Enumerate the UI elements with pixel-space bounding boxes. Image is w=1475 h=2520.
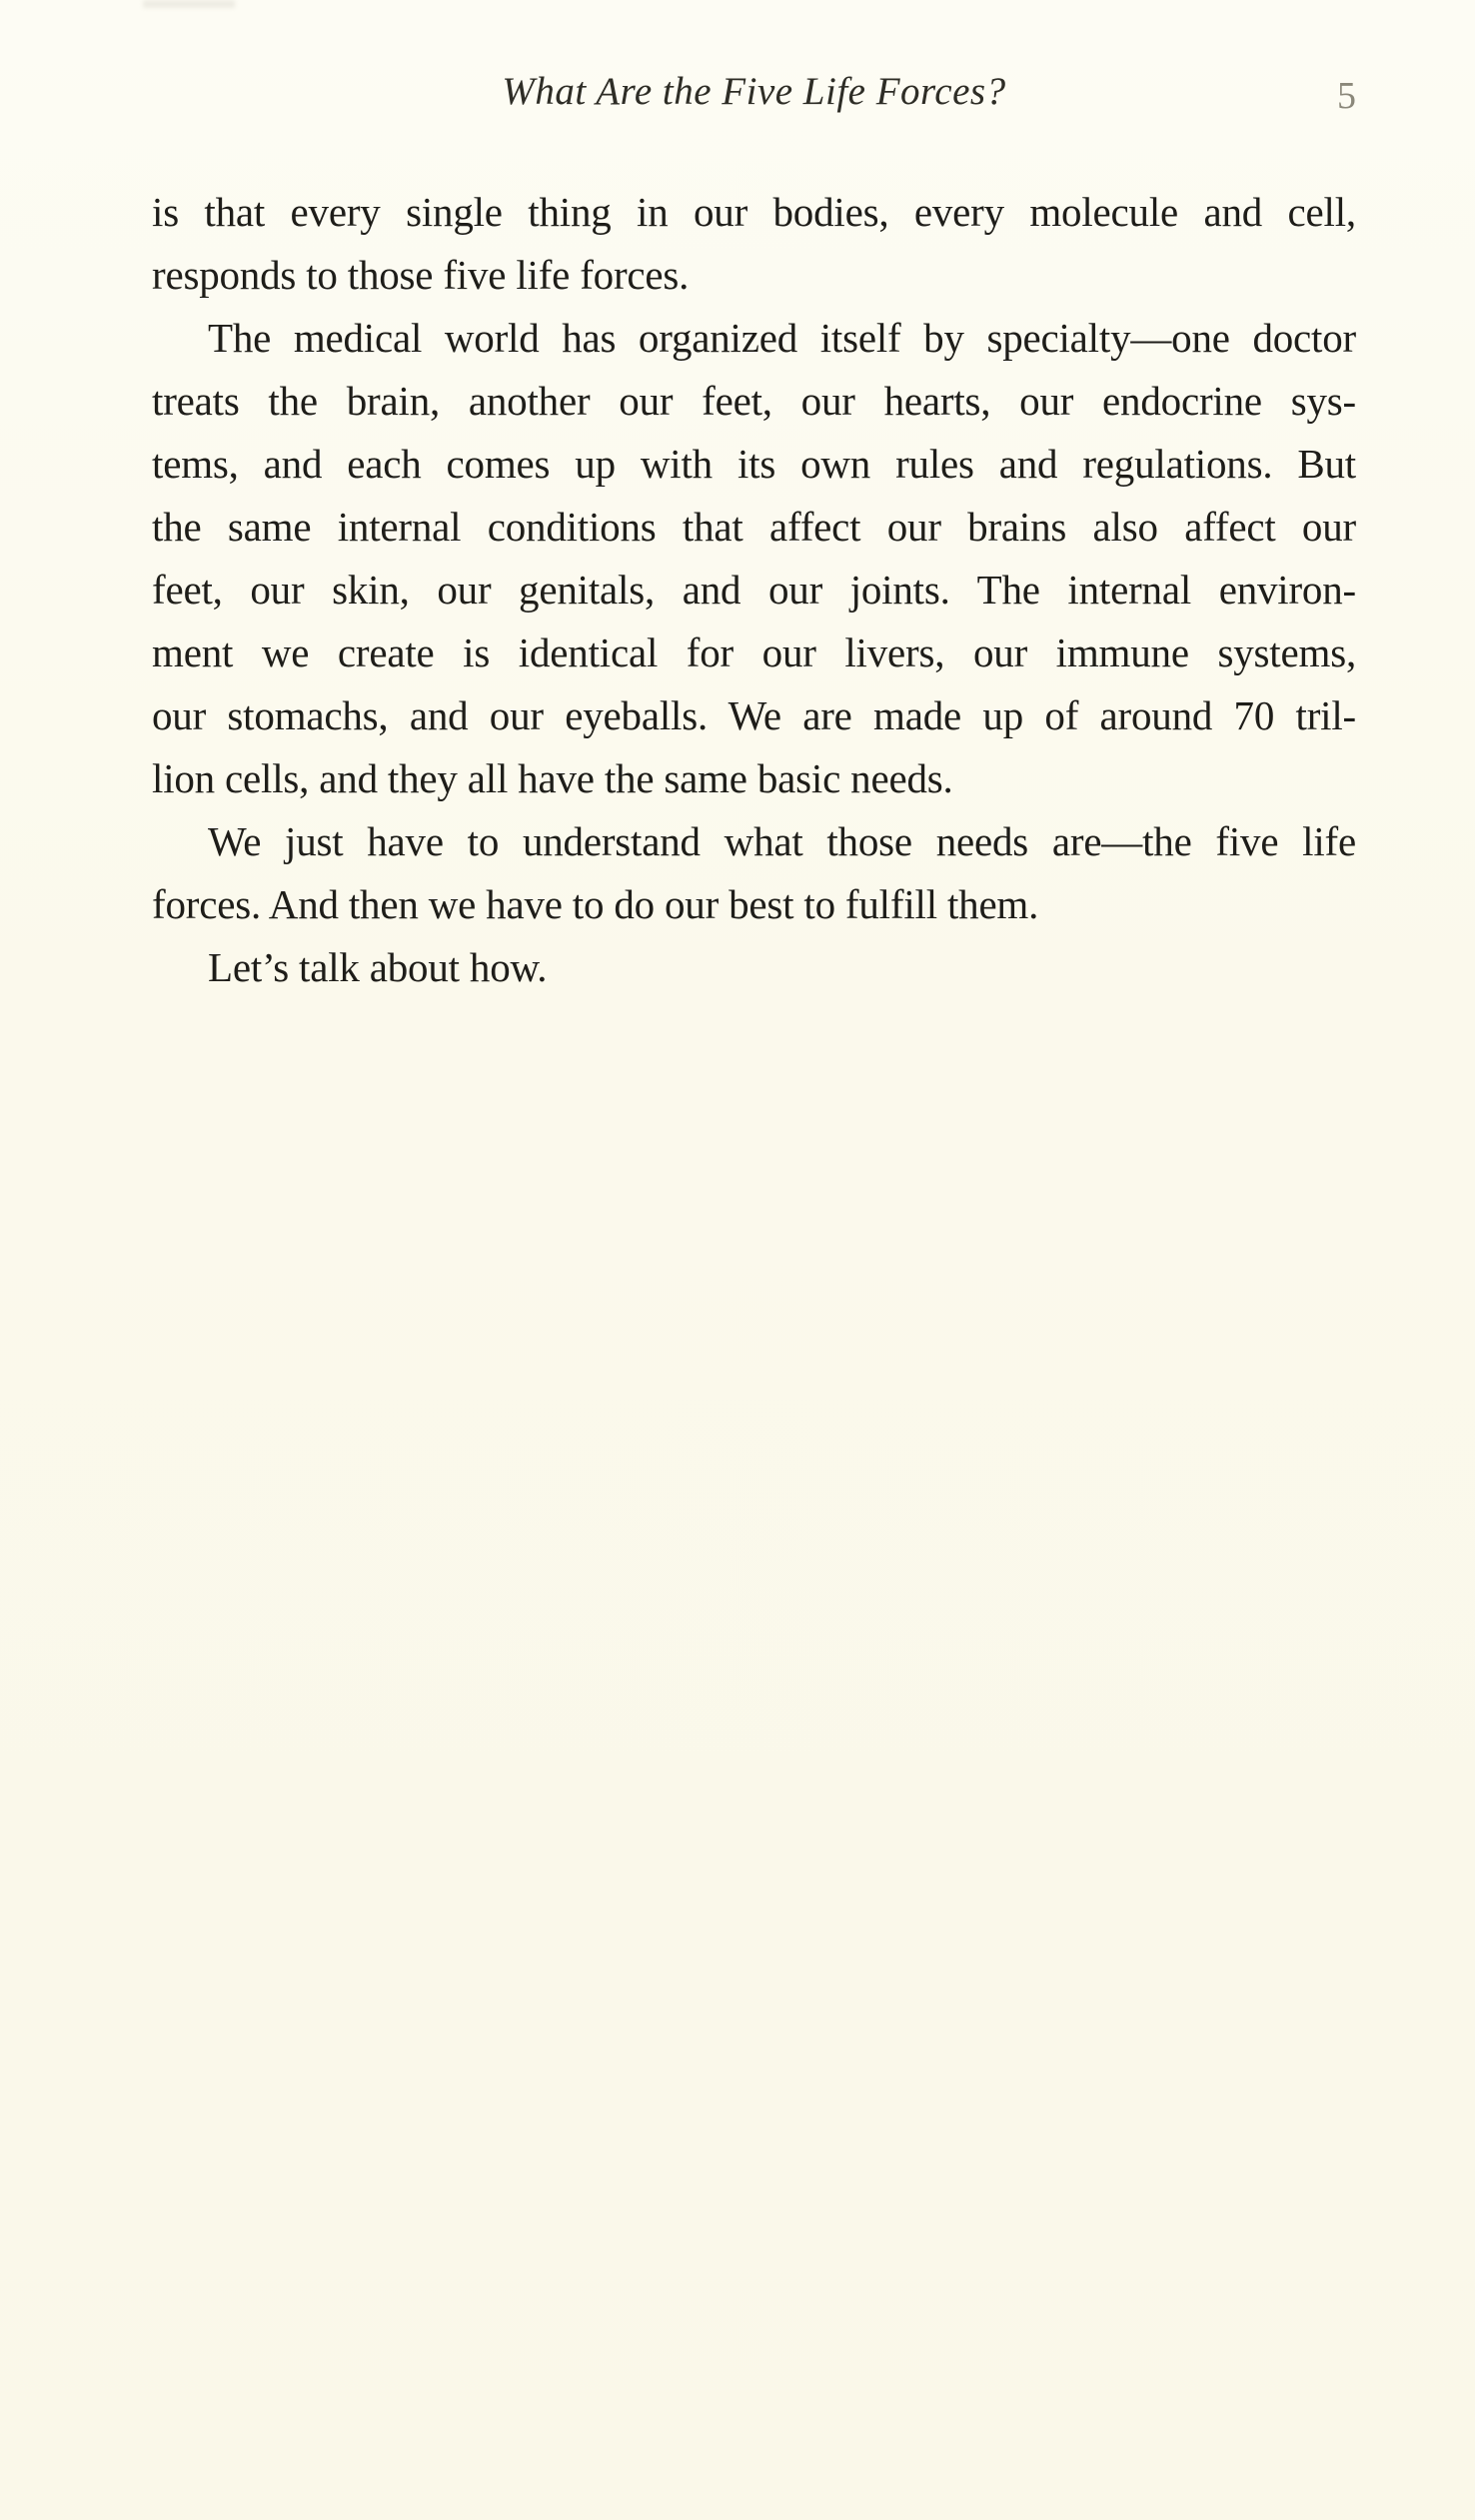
body-line: forces. And then we have to do our best to fulfill them.: [152, 881, 1039, 927]
body-line: The medical world has organized itself by specialty—one doctor: [208, 315, 1356, 361]
running-header: [152, 66, 1356, 118]
body-line: feet, our skin, our genitals, and our joints. The internal environ-: [152, 567, 1356, 613]
body-line: the same internal conditions that affect our brains also affect our: [152, 504, 1356, 550]
body-text-block: [152, 181, 1356, 999]
running-header-title: What Are the Five Life Forces?: [502, 70, 1006, 113]
scan-artifact: [143, 0, 235, 8]
body-line: Let’s talk about how.: [208, 944, 548, 990]
body-line: tems, and each comes up with its own rules and regulations. But: [152, 441, 1356, 487]
page-number: 5: [1337, 75, 1356, 117]
body-line: responds to those five life forces.: [152, 252, 690, 298]
body-line: treats the brain, another our feet, our hearts, our endocrine sys-: [152, 378, 1356, 424]
body-line: is that every single thing in our bodies, every molecule and cell,: [152, 189, 1356, 235]
body-line: ment we create is identical for our livers, our immune systems,: [152, 630, 1356, 675]
body-line: lion cells, and they all have the same basic needs.: [152, 755, 953, 801]
body-line: our stomachs, and our eyeballs. We are made up of around 70 tril-: [152, 692, 1356, 738]
body-line: We just have to understand what those needs are—the five life: [208, 818, 1356, 864]
